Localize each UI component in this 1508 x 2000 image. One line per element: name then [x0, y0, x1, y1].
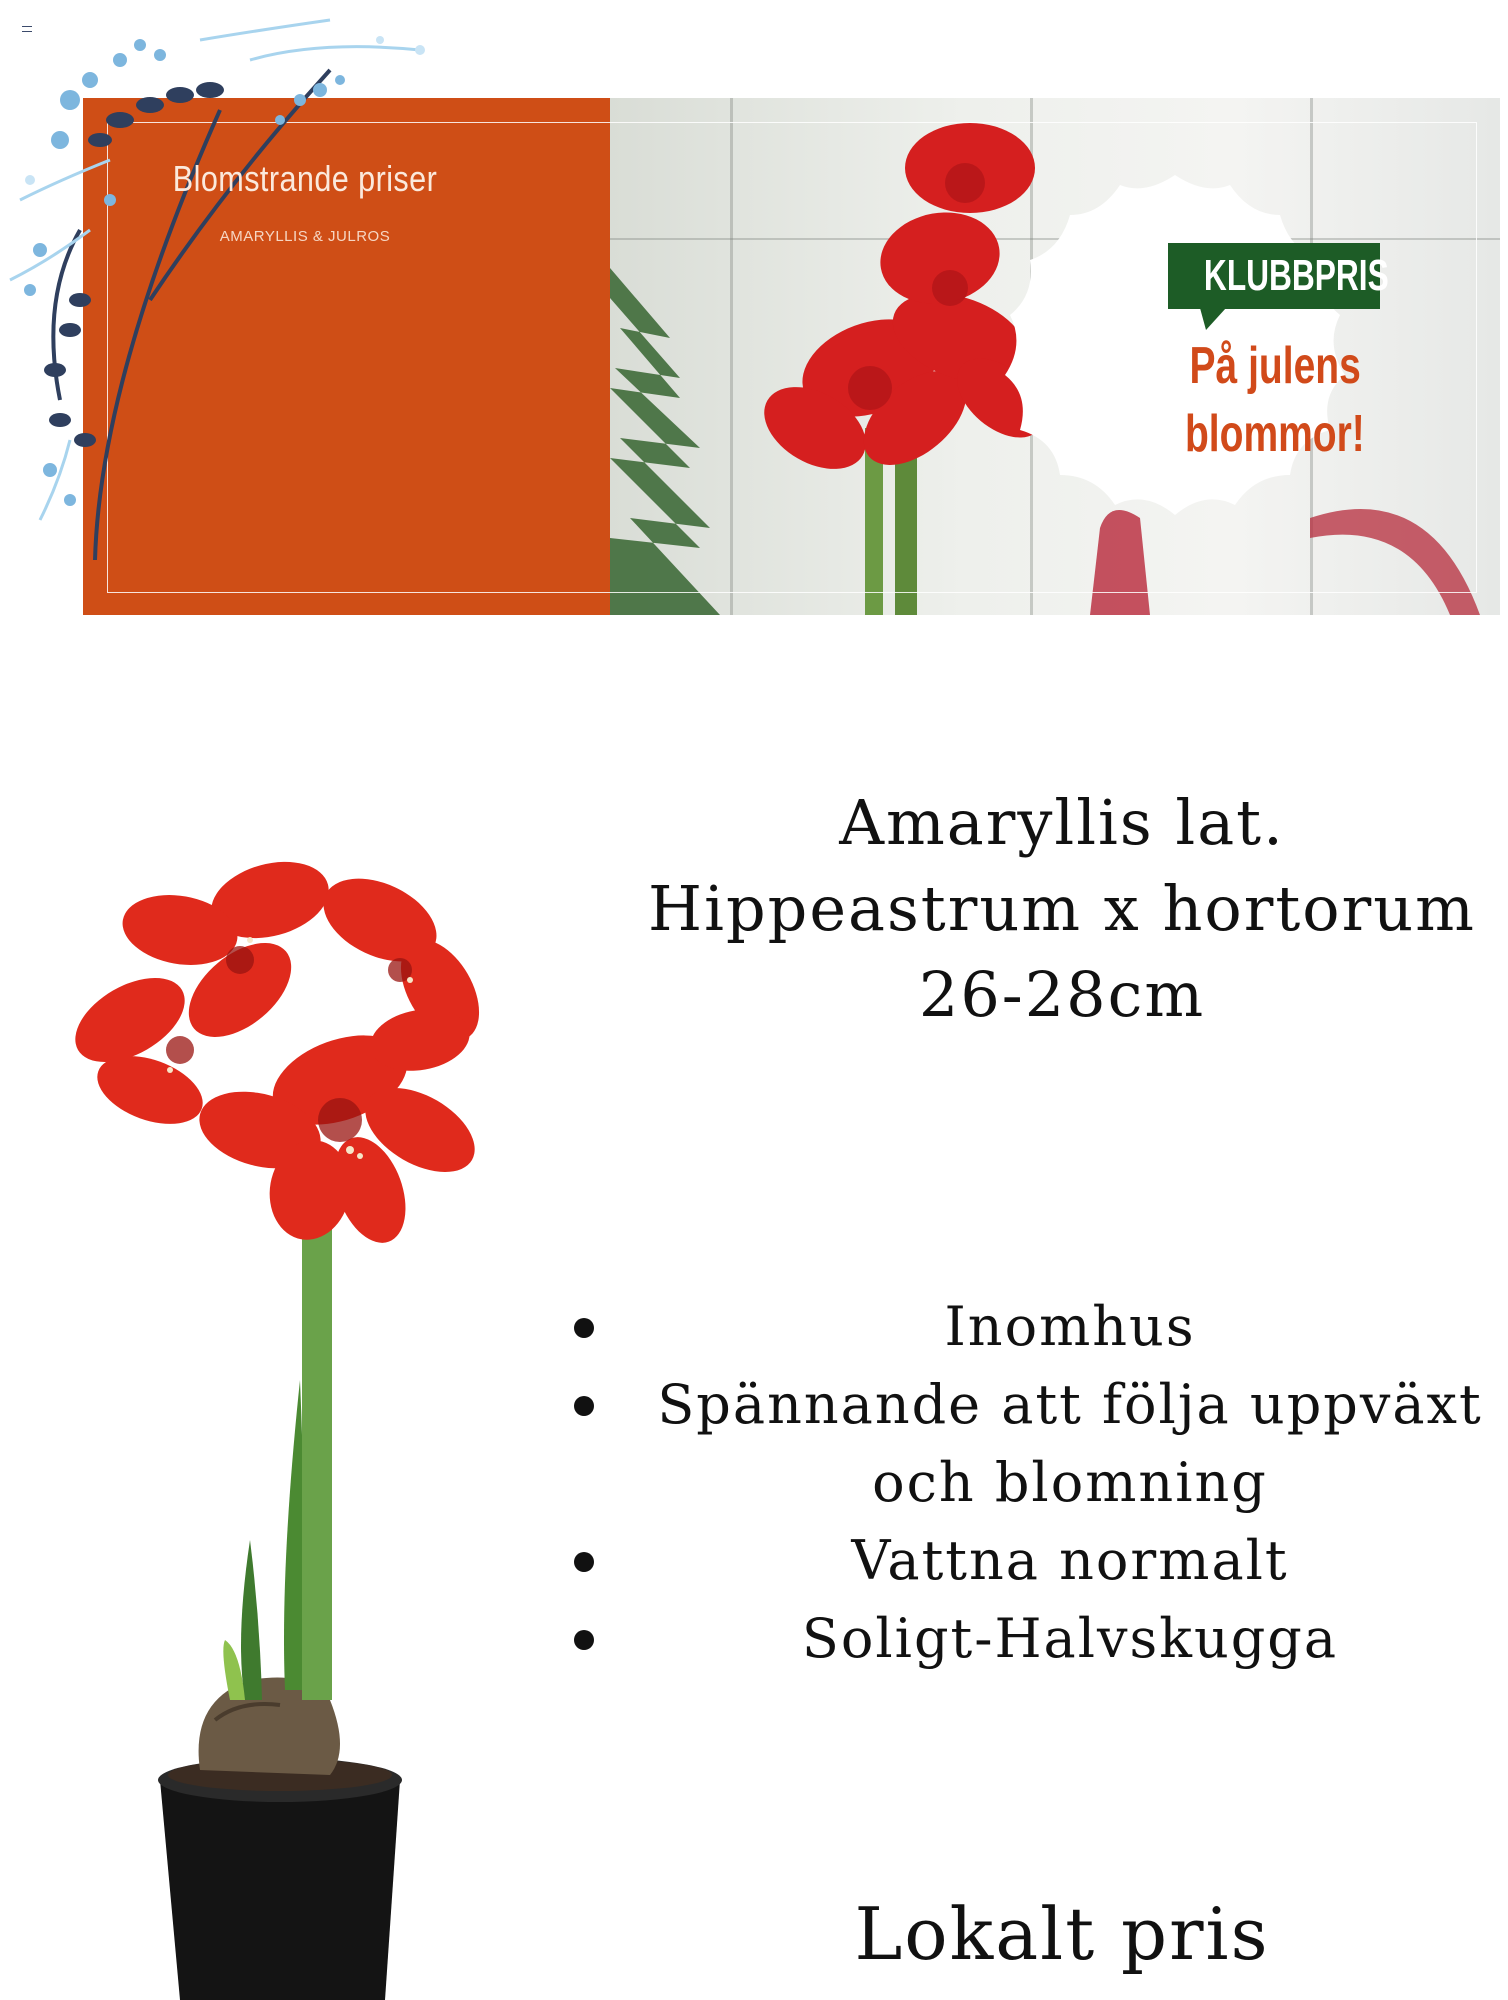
product-title: [612, 780, 1508, 1038]
winter-branch-decoration: [0, 0, 520, 580]
bullet-icon: [574, 1630, 594, 1650]
list-item: Spännande att följa uppväxt och blomning: [560, 1366, 1500, 1522]
badge-pointer: [1200, 308, 1226, 330]
product-latin-name: Hippeastrum x hortorum: [648, 872, 1476, 945]
banner-title: Blomstrande priser: [172, 158, 438, 199]
banner-subtitle: AMARYLLIS & JULROS: [219, 228, 391, 245]
product-size: 26-28cm: [918, 958, 1206, 1031]
badge-text: På julens blommor!: [1185, 337, 1365, 463]
price-note: Lokalt pris: [854, 1892, 1270, 1976]
bullet-icon: [574, 1396, 594, 1416]
list-item: Inomhus: [560, 1288, 1500, 1366]
list-item: Soligt-Halvskugga: [560, 1600, 1500, 1678]
bullet-icon: [574, 1318, 594, 1338]
bullet-icon: [574, 1552, 594, 1572]
list-item: Vattna normalt: [560, 1522, 1500, 1600]
feature-list: [560, 1288, 1500, 1678]
amaryllis-plant-image: [40, 820, 580, 2000]
product-name: Amaryllis lat.: [839, 786, 1285, 859]
klubbpris-label: KLUBBPRIS: [1168, 243, 1380, 309]
